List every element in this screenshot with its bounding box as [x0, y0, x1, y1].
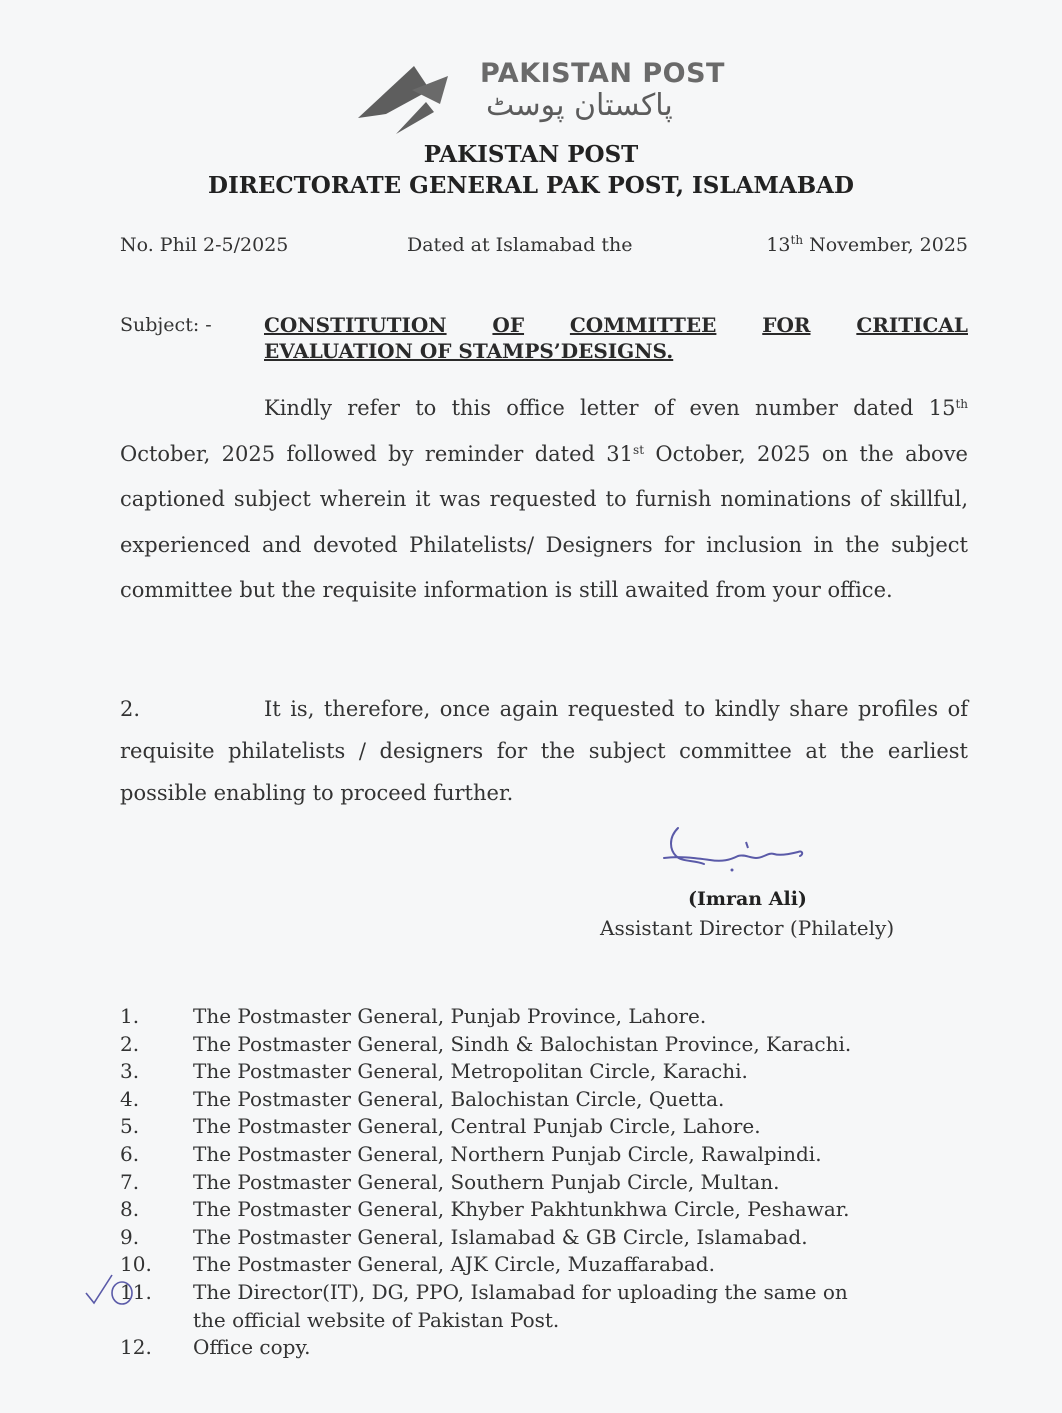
signatory-designation: Assistant Director (Philately) — [600, 916, 895, 940]
dated-at-label: Dated at Islamabad the — [407, 234, 633, 256]
signature-icon — [660, 824, 820, 884]
bird-emblem-icon — [356, 56, 476, 136]
distribution-item: 3. The Postmaster General, Metropolitan Circle, Karachi. — [120, 1059, 748, 1084]
logo-text-english: PAKISTAN POST — [480, 58, 725, 89]
distribution-item: 8. The Postmaster General, Khyber Pakhtunkhwa Circle, Peshawar. — [120, 1197, 850, 1222]
organization-name: PAKISTAN POST — [423, 141, 639, 168]
logo-text-urdu: پاکستان پوسٹ — [486, 88, 673, 123]
distribution-item: 5. The Postmaster General, Central Punjab Circle, Lahore. — [120, 1114, 761, 1139]
distribution-item: 4. The Postmaster General, Balochistan Circle, Quetta. — [120, 1086, 725, 1111]
paragraph-1: Kindly refer to this office letter of even number dated 15th October, 2025 followed by reminder dated 31st October, 2025 on the above captioned subject wherein it was requested to furnish nominations of skillful, experienced and devoted Philatelists/ Designers for inclusion in the subject committee but the requisite information is still awaited from your office. — [120, 396, 968, 603]
letter-date: 13th November, 2025 — [766, 233, 968, 256]
distribution-item-marked: 11. The Director(IT), DG, PPO, Islamabad for uploading the same on the official website of Pakistan Post. — [120, 1279, 980, 1334]
letter-number: No. Phil 2-5/2025 — [120, 234, 289, 256]
pakistan-post-logo — [356, 56, 746, 136]
distribution-item: 10. The Postmaster General, AJK Circle, Muzaffarabad. — [120, 1252, 715, 1277]
handwritten-check-circle-icon — [84, 1273, 134, 1309]
distribution-item: 1. The Postmaster General, Punjab Province, Lahore. — [120, 1004, 707, 1028]
distribution-item: 6. The Postmaster General, Northern Punjab Circle, Rawalpindi. — [120, 1141, 822, 1166]
signatory-name: (Imran Ali) — [688, 888, 807, 910]
subject-label: Subject: - — [120, 314, 212, 336]
subject-line-1: CONSTITUTION OF COMMITTEE FOR CRITICAL — [264, 313, 968, 337]
distribution-list — [120, 1003, 980, 1362]
distribution-item: 12. Office copy. — [120, 1335, 311, 1360]
paragraph-number: 2. — [120, 697, 141, 721]
directorate-name: DIRECTORATE GENERAL PAK POST, ISLAMABAD — [208, 172, 854, 199]
subject-line-2: EVALUATION OF STAMPS’DESIGNS. — [264, 339, 674, 363]
distribution-item: 7. The Postmaster General, Southern Punjab Circle, Multan. — [120, 1169, 780, 1194]
distribution-item: 2. The Postmaster General, Sindh & Balochistan Province, Karachi. — [120, 1031, 852, 1056]
distribution-item: 9. The Postmaster General, Islamabad & GB Circle, Islamabad. — [120, 1224, 808, 1249]
subject-text — [264, 312, 968, 364]
paragraph-2: 2. It is, therefore, once again requested to kindly share profiles of requisite philatelists / designers for the subject committee at the earliest possible enabling to proceed further. — [120, 688, 968, 814]
